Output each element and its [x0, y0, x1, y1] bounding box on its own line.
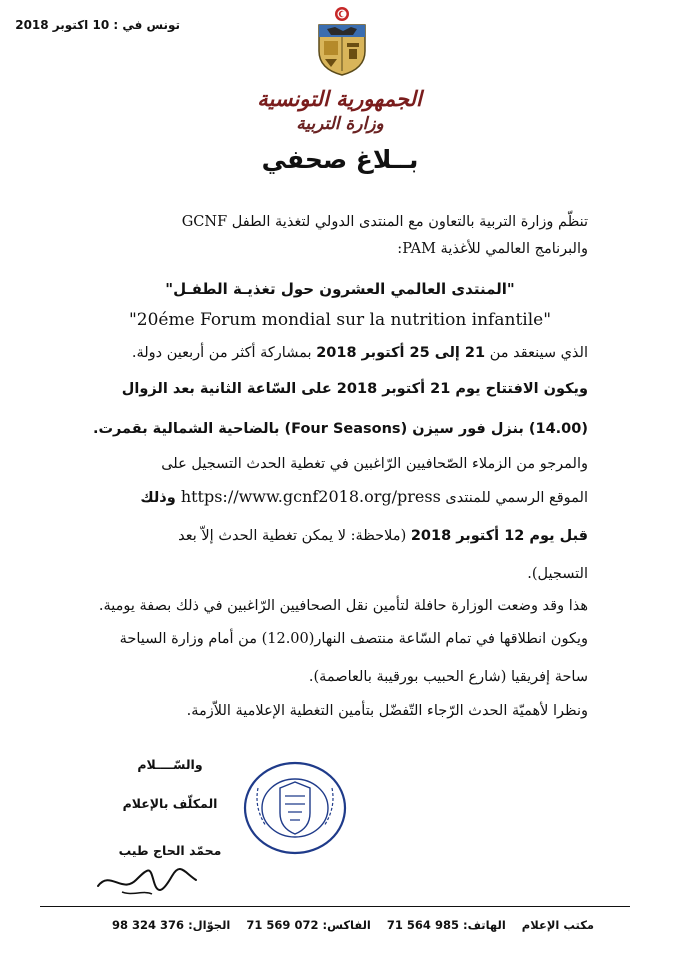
forum-title-arabic: "المنتدى العالمي العشرون حول تغذيـة الطفـل" [165, 280, 515, 298]
dates-prefix: الذي سينعقد من [485, 345, 588, 361]
opening-line: ويكون الافتتاح يوم 21 أكتوبر 2018 على السّاعة الثانية بعد الزوال [121, 381, 588, 397]
document-title: بــلاغ صحفي [261, 145, 419, 174]
footer-fax-label: الفاكس: [322, 918, 371, 932]
date-line: تونس في : 10 اكتوبر 2018 [15, 18, 180, 32]
deadline-line [92, 527, 588, 545]
ministry-stamp-icon [240, 758, 350, 858]
intro-line-1: تنظّم وزارة التربية بالتعاون مع المنتدى الدولي لتغذية الطفل GCNF [181, 214, 588, 230]
ministry-heading: وزارة التربية [296, 114, 384, 134]
tunisia-coat-of-arms-icon [313, 5, 371, 77]
dates-suffix: بمشاركة أكثر من أربعين دولة. [131, 345, 317, 361]
dates-line [92, 344, 588, 362]
deadline-note-end: التسجيل). [527, 566, 588, 582]
request-line: والمرجو من الزملاء الصّحافيين الرّاغبين في تغطية الحدث التسجيل على [161, 456, 588, 472]
website-line [92, 488, 588, 507]
footer-office: مكتب الإعلام [521, 918, 594, 932]
deadline-date: قبل يوم 12 أكتوبر 2018 [410, 528, 588, 544]
signatory-name: محمّد الحاج طيب [118, 843, 222, 858]
signatory-role: المكلّف بالإعلام [122, 796, 218, 811]
deadline-note: (ملاحظة: لا يمكن تغطية الحدث إلاّ بعد [178, 528, 411, 544]
footer-fax: 072 569 71 [246, 918, 319, 932]
website-suffix: وذلك [140, 490, 181, 506]
footer-mobile-label: الجوّال: [188, 918, 231, 932]
footer-mobile: 376 324 98 [111, 918, 185, 932]
closing-request-line: ونظرا لأهميّة الحدث الرّجاء التّفضّل بتأمين التغطية الإعلامية اللاّزمة. [186, 703, 588, 719]
footer-divider [40, 906, 630, 907]
forum-title-french: "20éme Forum mondial sur la nutrition infantile" [128, 310, 552, 330]
departure-line: ويكون انطلاقها في تمام السّاعة منتصف النهار(12.00) من أمام وزارة السياحة [119, 631, 588, 647]
footer-contacts [84, 918, 594, 932]
website-url[interactable]: https://www.gcnf2018.org/press [180, 487, 441, 506]
dates-range: 21 إلى 25 أكتوبر 2018 [316, 345, 486, 361]
footer-phone: 985 564 71 [386, 918, 459, 932]
salutation: والسّــــلام [137, 757, 203, 772]
website-prefix: الموقع الرسمي للمنتدى [440, 490, 588, 506]
venue-line: (14.00) بنزل فور سيزن (Four Seasons) بالضاحية الشمالية بقمرت. [92, 421, 588, 437]
place-line: ساحة إفريقيا (شارع الحبيب بورقيبة بالعاصمة). [308, 669, 588, 685]
bus-line: هذا وقد وضعت الوزارة حافلة لتأمين نقل الصحافيين الرّاغبين في ذلك بصفة يومية. [98, 598, 588, 614]
handwritten-signature-icon [92, 850, 202, 900]
footer-phone-label: الهاتف: [462, 918, 506, 932]
republic-heading: الجمهورية التونسية [257, 86, 422, 111]
intro-line-2: والبرنامج العالمي للأغذية PAM: [397, 241, 588, 257]
